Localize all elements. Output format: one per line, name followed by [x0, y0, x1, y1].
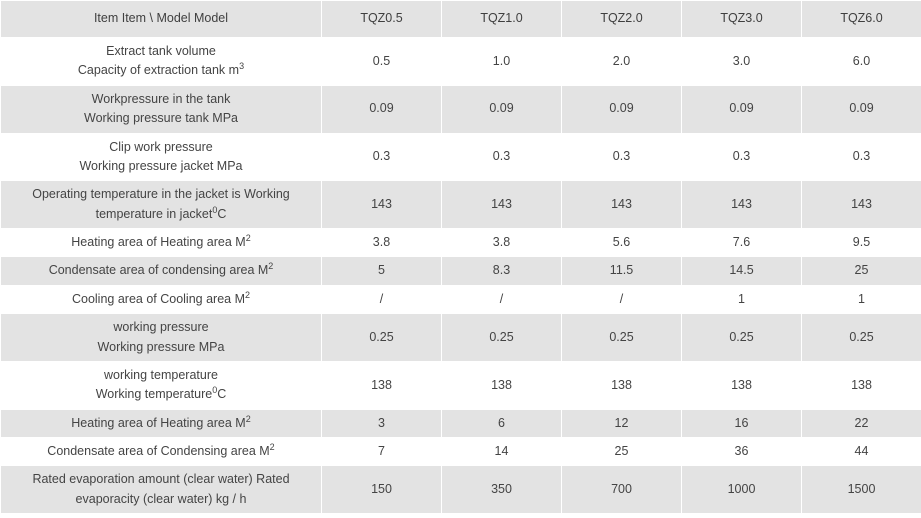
- value-cell: /: [562, 285, 682, 313]
- row-label-line1: Condensate area of condensing area M: [48, 263, 269, 278]
- row-label-line1: Cooling area of Cooling area M: [71, 291, 245, 306]
- value-cell: 3.8: [442, 229, 562, 257]
- value-cell: 3.8: [322, 229, 442, 257]
- value-cell: 6: [442, 409, 562, 437]
- value-cell: 1.0: [442, 38, 562, 86]
- table-row: [1, 314, 921, 362]
- column-header-tqz10: TQZ1.0: [442, 1, 562, 38]
- value-cell: 36: [682, 438, 802, 466]
- table-row: [1, 285, 921, 313]
- value-cell: 22: [802, 409, 921, 437]
- value-cell: 9.5: [802, 229, 921, 257]
- value-cell: 143: [802, 181, 921, 229]
- row-label: [1, 229, 322, 257]
- row-label: [1, 38, 322, 86]
- table-row: [1, 38, 921, 86]
- value-cell: 0.25: [442, 314, 562, 362]
- value-cell: 138: [802, 361, 921, 409]
- row-label-line2: Working pressure tank MPa: [84, 111, 238, 126]
- value-cell: 0.3: [802, 133, 921, 181]
- row-label-superscript: 2: [245, 289, 251, 300]
- table-row: [1, 409, 921, 437]
- table-row: [1, 438, 921, 466]
- value-cell: 16: [682, 409, 802, 437]
- value-cell: 3.0: [682, 38, 802, 86]
- row-label-line2: temperature in jacket$^0$C: [95, 204, 227, 221]
- row-label: [1, 257, 322, 285]
- row-label-unit: C: [217, 387, 227, 402]
- table-row: [1, 85, 921, 133]
- column-header-item: Item Item \ Model Model: [1, 1, 322, 38]
- value-cell: 3: [322, 409, 442, 437]
- row-label: [1, 409, 322, 437]
- value-cell: 5.6: [562, 229, 682, 257]
- row-label-superscript: 0: [212, 385, 218, 396]
- value-cell: 12: [562, 409, 682, 437]
- value-cell: 2.0: [562, 38, 682, 86]
- value-cell: 0.09: [322, 85, 442, 133]
- value-cell: 25: [802, 257, 921, 285]
- row-label-line2: Working pressure jacket MPa: [79, 158, 243, 173]
- row-label-line1: Rated evaporation amount (clear water) Rated: [32, 472, 290, 487]
- value-cell: 0.25: [322, 314, 442, 362]
- table-row: [1, 229, 921, 257]
- value-cell: 1000: [682, 466, 802, 514]
- value-cell: 143: [562, 181, 682, 229]
- row-label-line1: Operating temperature in the jacket is Working: [32, 187, 290, 202]
- value-cell: 14.5: [682, 257, 802, 285]
- table-body: [1, 38, 921, 514]
- row-label: [1, 181, 322, 229]
- table-header-row: [1, 1, 921, 38]
- value-cell: 138: [682, 361, 802, 409]
- row-label: [1, 285, 322, 313]
- value-cell: 143: [682, 181, 802, 229]
- value-cell: 44: [802, 438, 921, 466]
- value-cell: 0.09: [802, 85, 921, 133]
- value-cell: 138: [562, 361, 682, 409]
- row-label-superscript: 2: [245, 413, 251, 424]
- value-cell: 0.25: [562, 314, 682, 362]
- row-label-line1: Extract tank volume: [106, 44, 216, 58]
- value-cell: 150: [322, 466, 442, 514]
- value-cell: 138: [442, 361, 562, 409]
- value-cell: /: [442, 285, 562, 313]
- row-label-line1: working pressure: [113, 320, 209, 335]
- row-label-line1: Heating area of Heating area M: [71, 235, 246, 249]
- column-header-tqz60: TQZ6.0: [802, 1, 921, 38]
- value-cell: 6.0: [802, 38, 921, 86]
- value-cell: 0.25: [682, 314, 802, 362]
- value-cell: 0.09: [562, 85, 682, 133]
- value-cell: 1: [682, 285, 802, 313]
- value-cell: 8.3: [442, 257, 562, 285]
- value-cell: 0.09: [442, 85, 562, 133]
- row-label-line1: Clip work pressure: [109, 139, 213, 154]
- row-label: [1, 314, 322, 362]
- row-label-line2: Capacity of extraction tank $m^3$: [77, 61, 245, 78]
- row-label-unit: C: [217, 206, 227, 221]
- value-cell: 700: [562, 466, 682, 514]
- value-cell: 0.25: [802, 314, 921, 362]
- row-label: [1, 438, 322, 466]
- value-cell: 0.3: [682, 133, 802, 181]
- value-cell: 143: [322, 181, 442, 229]
- row-label-line1: Heating area of Heating area M: [71, 415, 246, 430]
- row-label-line2: evaporacity (clear water) kg / h: [75, 491, 247, 506]
- table-row: [1, 466, 921, 514]
- value-cell: 0.3: [562, 133, 682, 181]
- value-cell: 0.3: [442, 133, 562, 181]
- table-row: [1, 181, 921, 229]
- column-header-tqz30: TQZ3.0: [682, 1, 802, 38]
- row-label-line1: working temperature: [104, 367, 218, 382]
- value-cell: 11.5: [562, 257, 682, 285]
- column-header-tqz05: TQZ0.5: [322, 1, 442, 38]
- value-cell: 7.6: [682, 229, 802, 257]
- row-label-line1: Condensate area of Condensing area M: [47, 444, 270, 458]
- table-row: [1, 257, 921, 285]
- row-label-superscript: 2: [268, 261, 274, 272]
- row-label-line1: Workpressure in the tank: [91, 91, 231, 106]
- table-row: [1, 361, 921, 409]
- row-label-superscript: 0: [212, 204, 218, 215]
- column-header-tqz20: TQZ2.0: [562, 1, 682, 38]
- row-label: [1, 361, 322, 409]
- row-label: [1, 85, 322, 133]
- value-cell: 7: [322, 438, 442, 466]
- value-cell: 0.3: [322, 133, 442, 181]
- row-label: [1, 466, 322, 514]
- row-label: [1, 133, 322, 181]
- value-cell: 350: [442, 466, 562, 514]
- table-header: [1, 1, 921, 38]
- value-cell: 1: [802, 285, 921, 313]
- row-label-superscript: 2: [269, 441, 275, 452]
- table-row: [1, 133, 921, 181]
- value-cell: 25: [562, 438, 682, 466]
- value-cell: 5: [322, 257, 442, 285]
- value-cell: 14: [442, 438, 562, 466]
- value-cell: 1500: [802, 466, 921, 514]
- row-label-superscript: 3: [239, 61, 245, 72]
- value-cell: 0.09: [682, 85, 802, 133]
- value-cell: /: [322, 285, 442, 313]
- value-cell: 138: [322, 361, 442, 409]
- value-cell: 0.5: [322, 38, 442, 86]
- row-label-superscript: 2: [245, 232, 251, 243]
- row-label-line2: Working temperature$^0$C: [95, 385, 227, 402]
- row-label-line2: Working pressure MPa: [97, 339, 225, 354]
- value-cell: 143: [442, 181, 562, 229]
